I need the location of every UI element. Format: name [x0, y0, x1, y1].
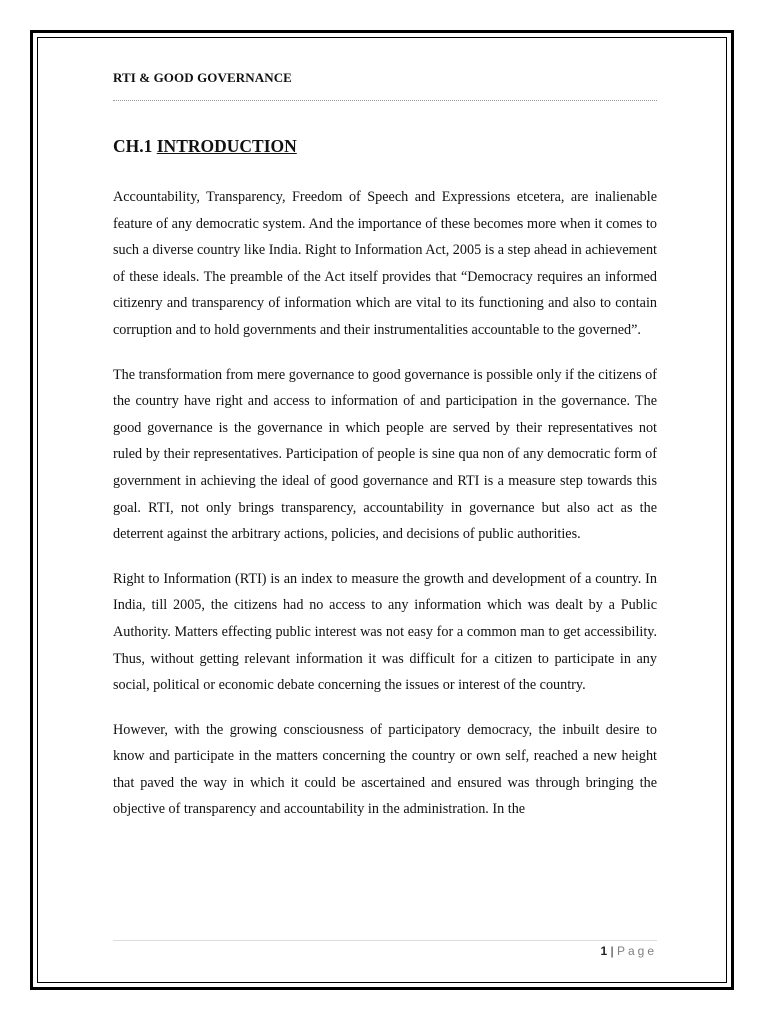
chapter-heading: [113, 136, 297, 157]
page-footer: [600, 944, 657, 958]
paragraph: Accountability, Transparency, Freedom of Speech and Expressions etcetera, are inalienable feature of any democratic system. And the importance of these becomes more when it comes to such a diverse country like India. Right to Information Act, 2005 is a step ahead in achievement of these ideals. The preamble of the Act itself provides that “Democracy requires an informed citizenry and transparency of information which are vital to its functioning and also to contain corruption and to hold governments and their instrumentalities accountable to the governed”.: [113, 189, 657, 338]
paragraph: Right to Information (RTI) is an index to measure the growth and development of a country. In India, till 2005, the citizens had no access to any information which was dealt by a Public Authority. Matters effecting public interest was not easy for a common man to get accessibility. Thus, without getting relevant information it was difficult for a citizen to participate in any social, political or economic debate concerning the issues or interest of the country.: [113, 570, 657, 694]
paragraph: However, with the growing consciousness of participatory democracy, the inbuilt desire to know and participate in the matters concerning the country or own self, reached a new height that paved the way in which it could be ascertained and ensured was through bringing the objective of transparency and accountability in the administration. In the: [113, 721, 657, 818]
header-divider: [113, 100, 657, 101]
footer-divider: [113, 940, 657, 941]
document-body: [113, 184, 657, 841]
footer-separator: |: [610, 944, 614, 958]
page-word: Page: [616, 944, 657, 958]
running-header: RTI & GOOD GOVERNANCE: [113, 70, 292, 85]
page-number: 1: [600, 944, 608, 958]
chapter-label: CH.1: [113, 136, 153, 156]
paragraph: The transformation from mere governance to good governance is possible only if the citizens of the country have right and access to information of and participation in the governance. The good governance is the governance in which people are served by their representatives not ruled by their representatives. Participation of people is sine qua non of any democratic form of government in achieving the ideal of good governance and RTI is a measure step towards this goal. RTI, not only brings transparency, accountability in governance but also act as the deterrent against the arbitrary actions, policies, and decisions of public authorities.: [113, 366, 657, 543]
chapter-title: INTRODUCTION: [156, 136, 297, 156]
